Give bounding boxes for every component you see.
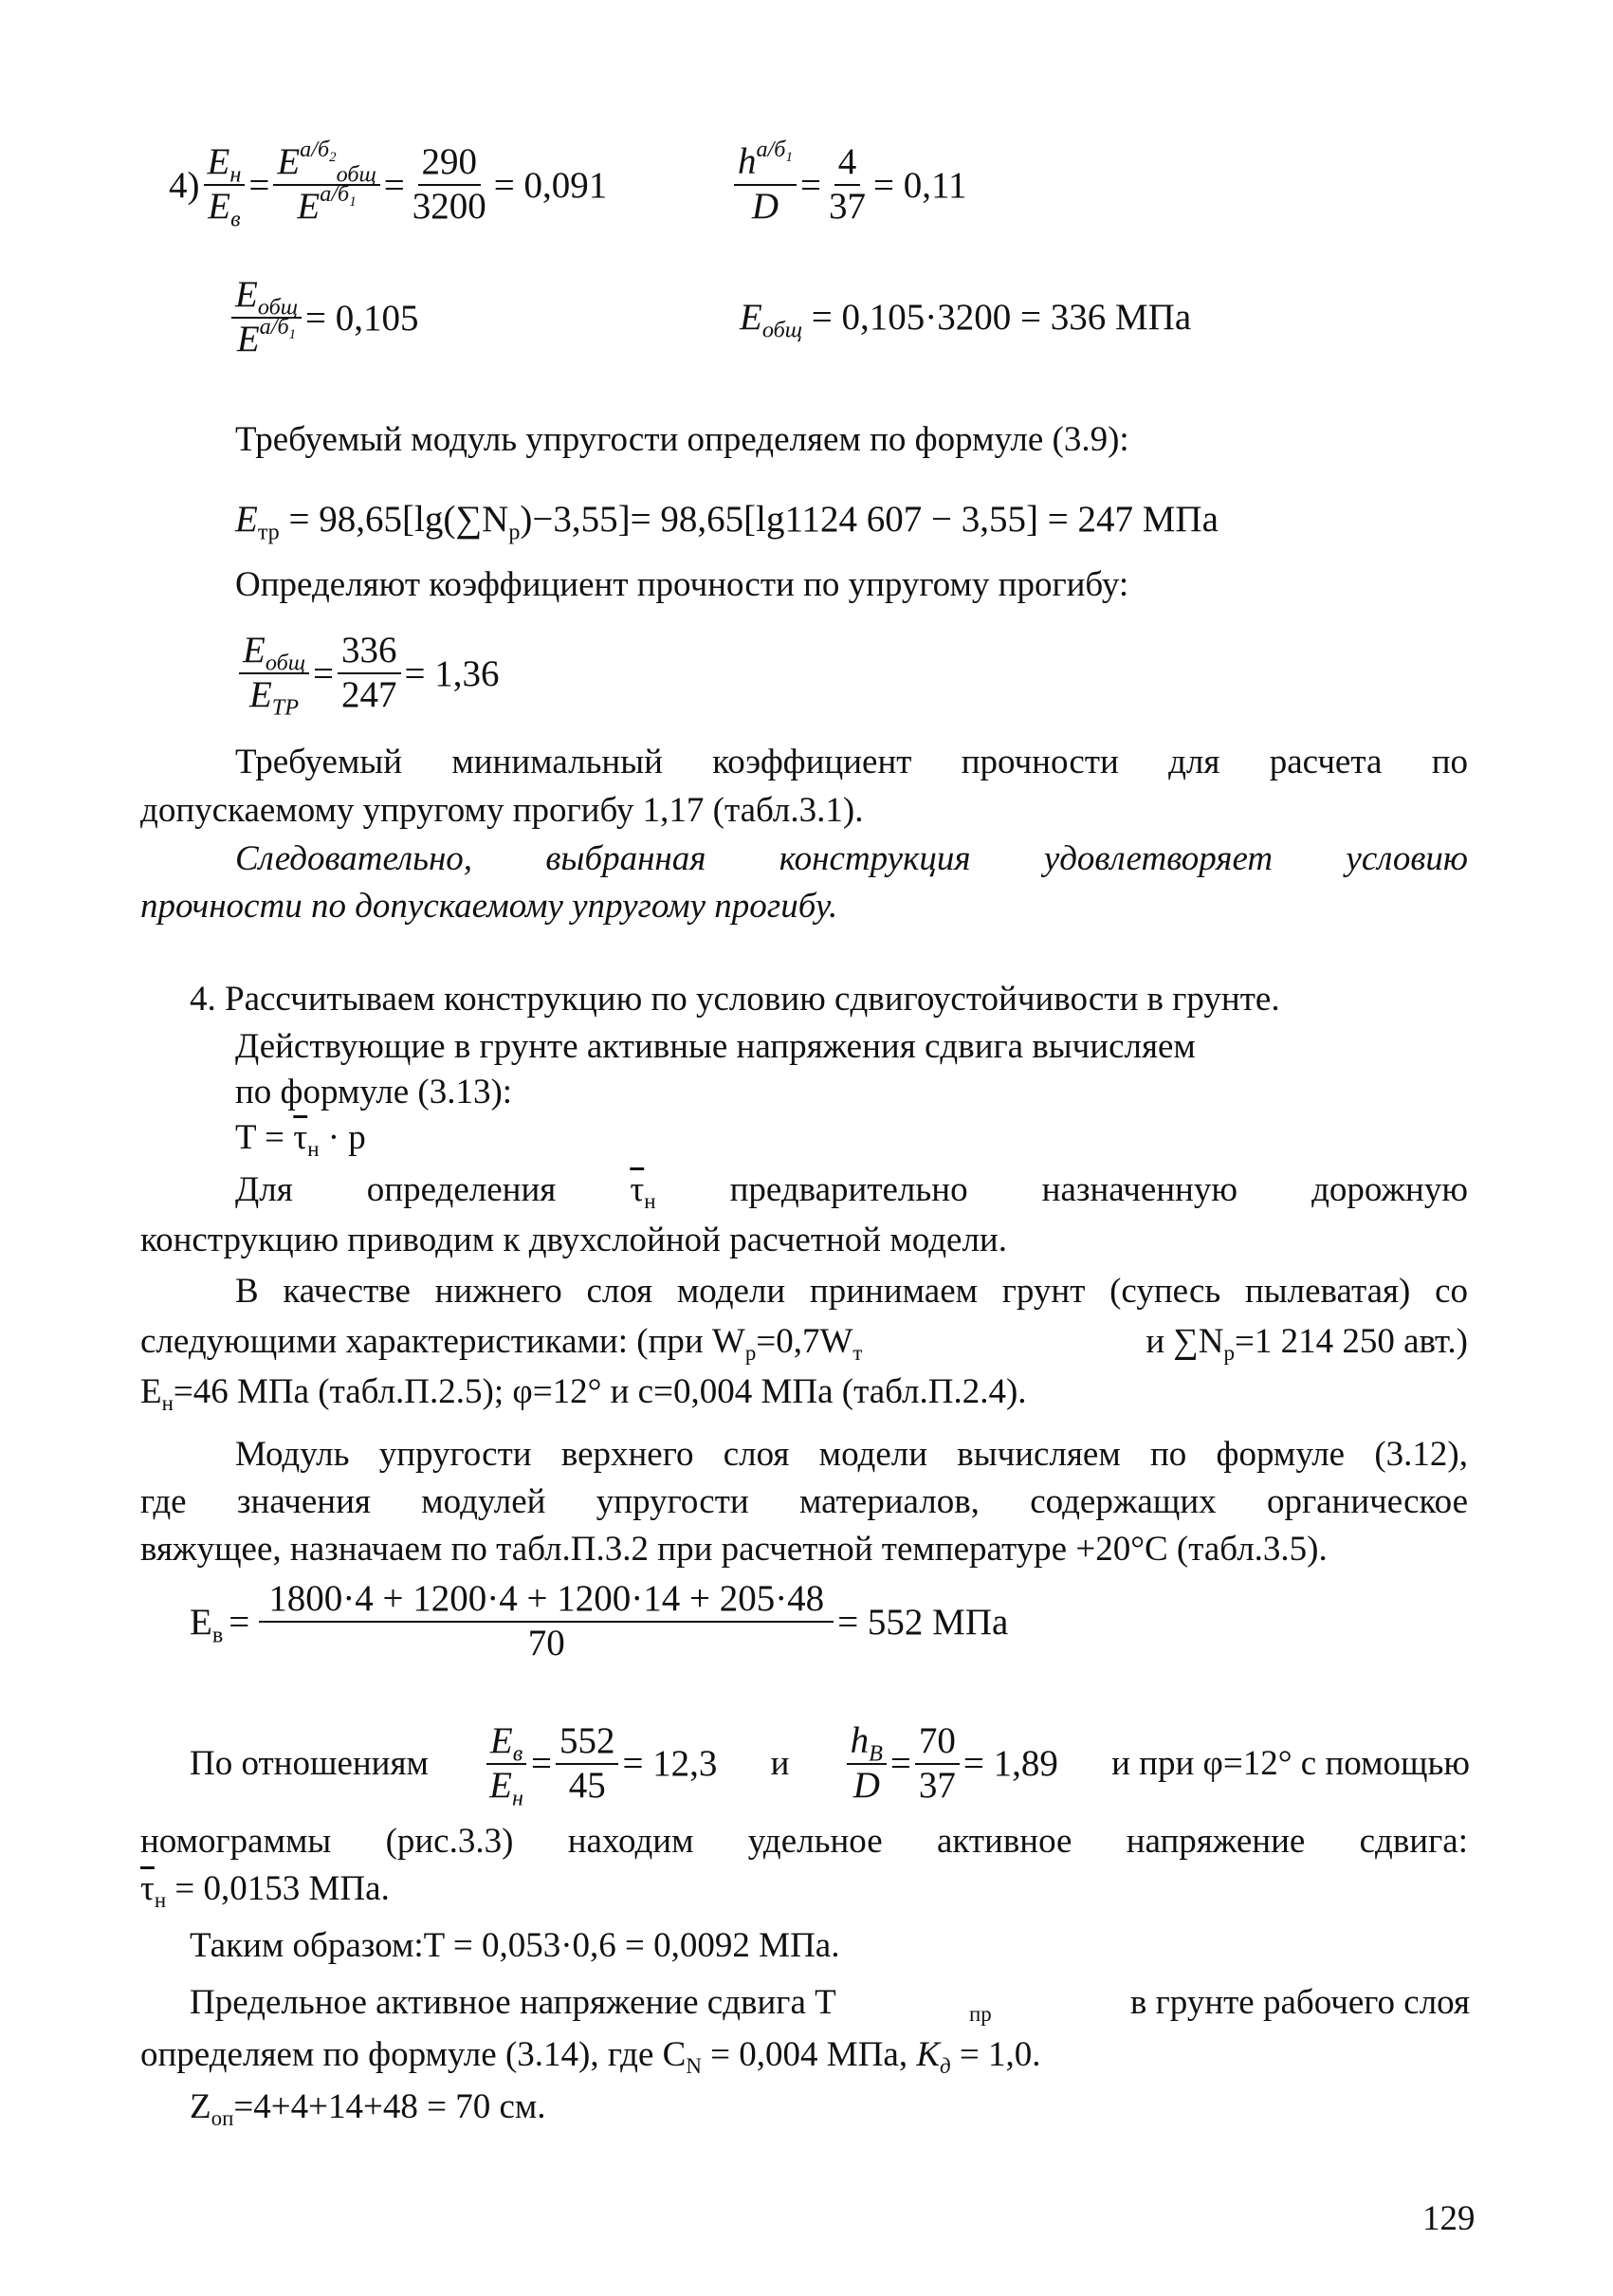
paragraph-min-coef-line2: допускаемому упругому прогибу 1,17 (табл.3.1). [140,791,864,830]
paragraph-min-coef-line1: Требуемый минимальный коэффициент прочности для расчета по [235,743,1468,781]
fraction-eobsh-etr: $\frac{E_{общ}}{E_{ТР}}$ [239,630,309,717]
equation-etr: $E_{тр} = 98,65[\lg(\sum N_р)-3,55]= 98,65[\lg 1124$ 607 − 3,55] = 247 МПа [235,499,1219,545]
paragraph-ratios: По отношениям $\frac{E_в}{E_н}$ = $\frac{552}{45}$ = 12,3 и $\frac{h_В}{D}$ = $\frac{70}{37}$ = 1,89 и при φ=12° с помощью [190,1720,1470,1811]
fraction-eobsh-eab: $\frac{E^{а/б_2}_{общ}}{E^{а/б_1}}$ [273,141,379,229]
fraction-en-ev: $\frac{E_н}{E_в}$ [204,141,246,229]
page-number: 129 [1422,2199,1476,2238]
paragraph-nomogram-line2: $\overline{\tau}_н = 0,0153$ МПа. [140,1869,390,1913]
paragraph-lower-layer-line1: В качестве нижнего слоя модели принимаем грунт (супесь пылеватая) со [235,1272,1468,1311]
paragraph-lower-layer-line3: $E_н=46$ МПа (табл.П.2.5); φ=12° и с=0,004 МПа (табл.П.2.4). [140,1372,1027,1416]
paragraph-two-layer-line2: конструкцию приводим к двухслойной расчетной модели. [140,1221,1007,1259]
section-4-line3: по формуле (3.13): [235,1073,513,1111]
section-4-line2: Действующие в грунте активные напряжения сдвига вычисляем [235,1027,1196,1066]
fraction-4-37: $\frac{4}{37}$ [828,141,866,227]
paragraph-two-layer-line1: Для определения $\overline{\tau}_н$ предварительно назначенную дорожную [235,1170,1468,1214]
paragraph-upper-layer-line2: где значения модулей упругости материалов, содержащих органическое [140,1482,1468,1521]
paragraph-upper-layer-line3: вяжущее, назначаем по табл.П.3.2 при расчетной температуре +20°С (табл.3.5). [140,1530,1328,1569]
fraction-70-37: $\frac{70}{37}$ [915,1720,960,1808]
coef-result: = 1,36 [404,652,500,694]
equation-eobsh-ratio [228,256,419,379]
equation-coefficient: $\frac{E_{общ}}{E_{ТР}}$ = $\frac{336}{247}$ = 1,36 [235,616,500,730]
equation-4: 4) $\frac{E_н}{E_в}$ = $\frac{E^{а/б_2}_{общ}}{E^{а/б_1}}$ = $\frac{290}{3200}$ = 0,091 [169,137,608,232]
section-4-title: 4. Рассчитываем конструкцию по условию сдвигоустойчивости в грунте. [190,980,1280,1019]
equation-eobsh-value: $E_{общ} = 0,105\cdot 3200 = 336$ МПа [740,297,1192,343]
paragraph-limit-line1: Предельное активное напряжение сдвига T $_{пр}$ в грунте рабочего слоя [190,1983,1470,2027]
fraction-ev-en: $\frac{E_в}{E_н}$ [486,1720,527,1808]
fraction-h-d: $\frac{h^{а/б_1}}{D}$ [734,141,797,229]
paragraph-limit-line2: определяем по формуле (3.14), где $C_N = 0,004$ МПа, $K_д = 1,0$. [140,2035,1041,2079]
equation-t: $T = \overline{\tau}_н \cdot p$ [235,1118,366,1162]
equation-h-d: $\frac{h^{а/б_1}}{D}$ = $\frac{4}{37}$ = 0,11 [730,119,967,251]
paragraph-required-modulus: Требуемый модуль упругости определяем по формуле (3.9): [235,420,1129,459]
equation-number: 4) [169,164,200,206]
paragraph-conclusion-line2: прочности по допускаемому упругому прогибу. [140,887,838,926]
ratio-result: = 0,105 [305,297,419,339]
fraction-ev: $\frac{1800\cdot 4 + 1200\cdot 4 + 1200\cdot 14 + 205\cdot 48}{70}$ [259,1578,834,1665]
equation-h-result: = 0,11 [872,164,967,206]
paragraph-upper-layer-line1: Модуль упругости верхнего слоя модели вычисляем по формуле (3.12), [235,1435,1468,1474]
equation-zop: $Z_{оп}=4+4+14+48 = 70$ см. [190,2087,546,2131]
fraction-hv-d: $\frac{h_В}{D}$ [847,1720,887,1808]
paragraph-lower-layer-line2: следующими характеристиками: (при $W_р=0,7W_т$ и $\sum N_р=1$ 214 250 авт.) [140,1322,1468,1366]
paragraph-conclusion-line1: Следовательно, выбранная конструкция удовлетворяет условию [235,839,1468,878]
paragraph-thus: Таким образом:T = 0,053·0,6 = 0,0092 МПа. [190,1926,840,1965]
paragraph-define-coef: Определяют коэффициент прочности по упругому прогибу: [235,565,1129,604]
fraction-552-45: $\frac{552}{45}$ [556,1720,619,1808]
fraction-290-3200: $\frac{290}{3200}$ [412,141,486,227]
equation-ev: $E_в$ = $\frac{1800\cdot 4 + 1200\cdot 4 + 1200\cdot 14 + 205\cdot 48}{70}$ = 552 МПа [190,1578,1009,1663]
paragraph-nomogram-line1: номограммы (рис.3.3) находим удельное активное напряжение сдвига: [140,1822,1468,1861]
fraction-eobsh-eab1: $\frac{E_{общ}}{E^{а/б_1}}$ [231,274,302,361]
fraction-336-247: $\frac{336}{247}$ [338,630,401,717]
ev-result: = 552 МПа [837,1601,1009,1643]
equation-4-result: = 0,091 [493,164,608,206]
